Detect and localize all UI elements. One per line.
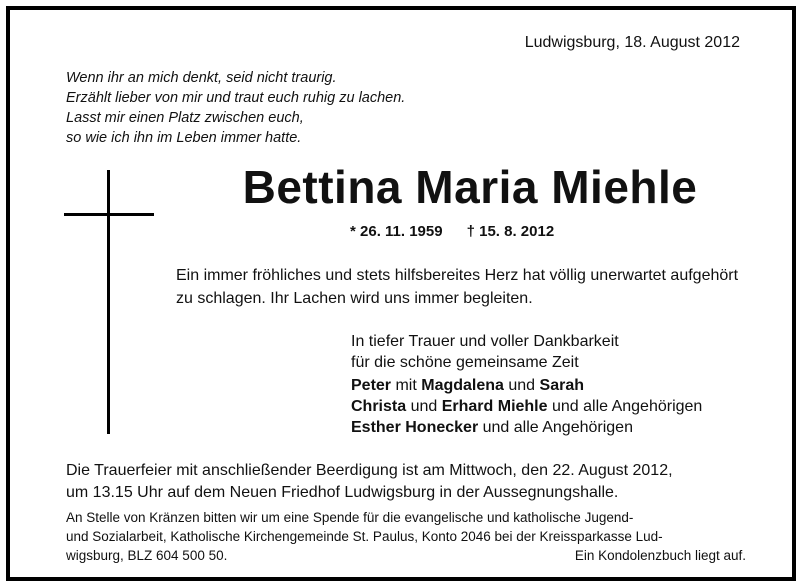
donation-line: und Sozialarbeit, Katholische Kirchengemeinde St. Paulus, Konto 2046 bei der Kreissparkasse Lud- [66, 529, 663, 544]
family-conj: mit [391, 377, 422, 394]
place-date: Ludwigsburg, 18. August 2012 [524, 34, 740, 51]
poem-line: Wenn ihr an mich denkt, seid nicht traurig. [66, 70, 337, 86]
family-line [351, 396, 702, 417]
life-dates [350, 223, 554, 240]
donation-info [66, 508, 746, 565]
mourning-text [351, 331, 619, 373]
donation-line: wigsburg, BLZ 604 500 50. [66, 548, 228, 563]
donation-last-line [66, 546, 746, 565]
cross-icon-bar [64, 213, 154, 216]
family-conj: und [406, 398, 442, 415]
death-date: † 15. 8. 2012 [466, 223, 555, 240]
funeral-info [66, 460, 673, 504]
family-signatures [351, 375, 702, 438]
funeral-line: um 13.15 Uhr auf dem Neuen Friedhof Ludwigsburg in der Aussegnungshalle. [66, 484, 619, 501]
funeral-line: Die Trauerfeier mit anschließender Beerdigung ist am Mittwoch, den 22. August 2012, [66, 462, 673, 479]
family-name: Sarah [539, 377, 584, 394]
mourning-line: In tiefer Trauer und voller Dankbarkeit [351, 333, 619, 350]
family-conj: und alle Angehörigen [547, 398, 703, 415]
family-name: Christa [351, 398, 407, 415]
cross-icon [107, 170, 110, 434]
poem-line: Erzählt lieber von mir und traut euch ruhig zu lachen. [66, 90, 406, 106]
obituary-frame [6, 6, 796, 581]
family-line [351, 375, 702, 396]
family-name: Peter [351, 377, 392, 394]
family-line [351, 417, 702, 438]
poem-line: Lasst mir einen Platz zwischen euch, [66, 110, 304, 126]
deceased-name: Bettina Maria Miehle [242, 161, 698, 213]
poem [66, 68, 405, 148]
birth-date: * 26. 11. 1959 [350, 223, 443, 240]
donation-line: An Stelle von Kränzen bitten wir um eine Spende für die evangelische und katholische Jugend- [66, 510, 634, 525]
family-conj: und [503, 377, 540, 394]
mourning-line: für die schöne gemeinsame Zeit [351, 354, 579, 371]
family-name: Esther Honecker [351, 419, 479, 436]
memorial-message: Ein immer fröhliches und stets hilfsbereites Herz hat völlig unerwartet aufgehört zu schlagen. Ihr Lachen wird uns immer begleiten. [176, 267, 739, 307]
family-conj: und alle Angehörigen [478, 419, 633, 436]
poem-line: so wie ich ihn im Leben immer hatte. [66, 130, 302, 146]
family-name: Magdalena [421, 377, 504, 394]
condolence-note: Ein Kondolenzbuch liegt auf. [574, 548, 746, 563]
family-name: Erhard Miehle [441, 398, 548, 415]
